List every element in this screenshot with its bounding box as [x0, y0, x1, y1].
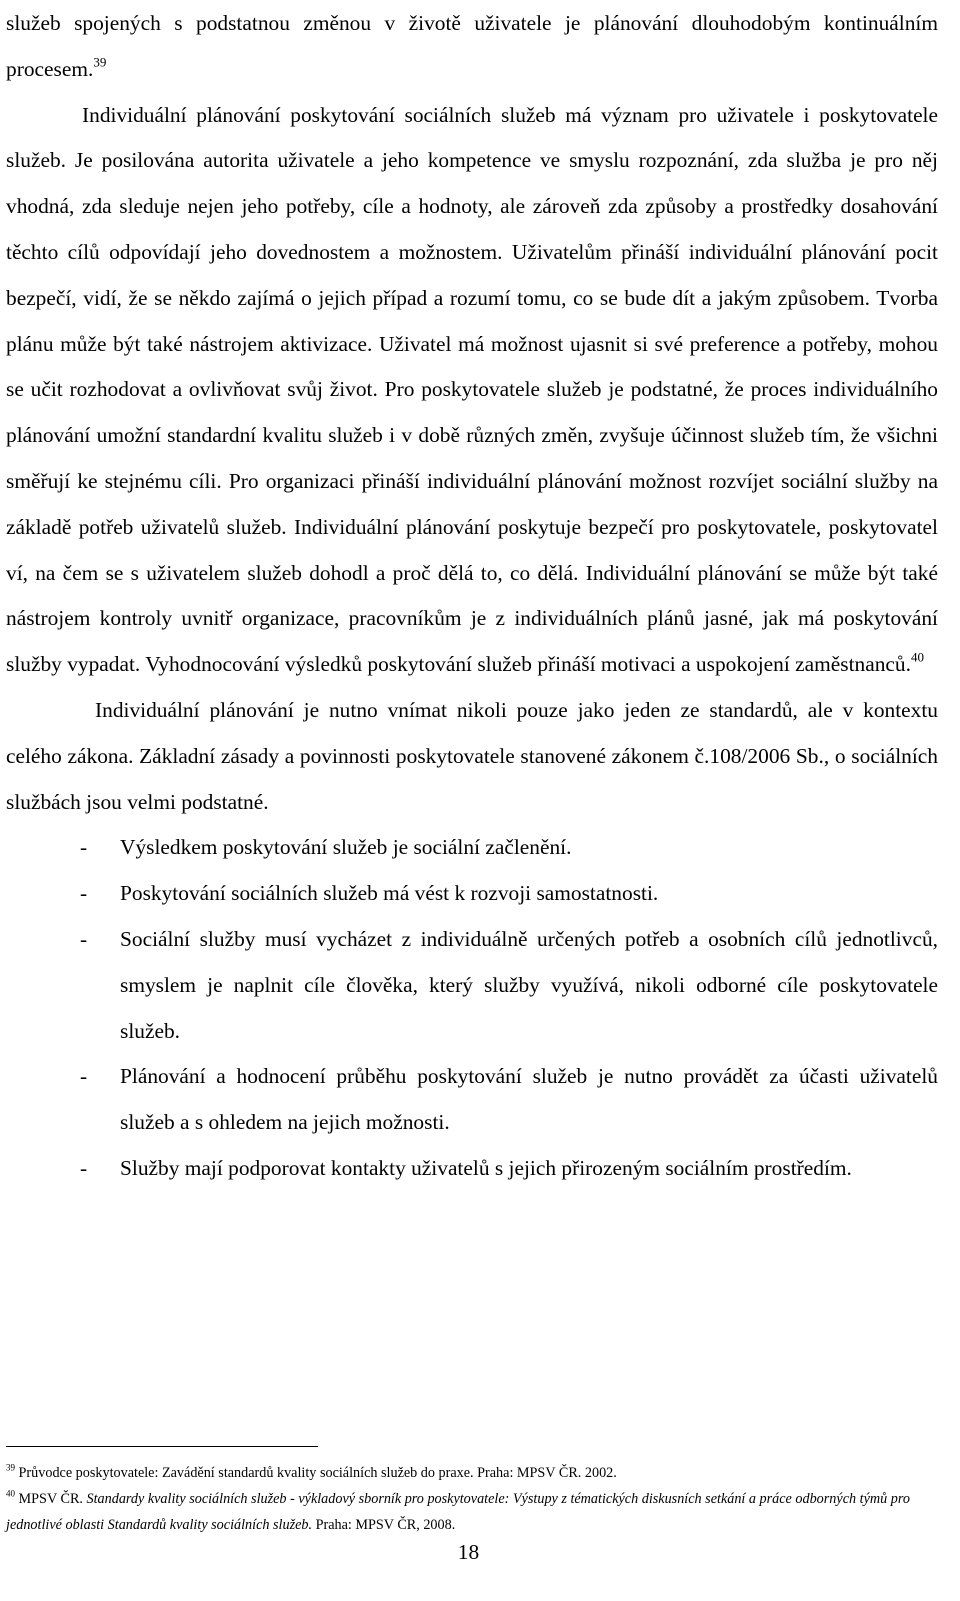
- paragraph-text: Individuální plánování poskytování sociálních služeb má význam pro uživatele i poskytovatele služeb. Je posilována autorita uživatele a jeho kompetence ve smyslu rozpoznání, zda služba je pro něj vhodná, zda sleduje nejen jeho potřeby, cíle a hodnoty, ale zároveň zda způsoby a prostředky dosahování těchto cílů odpovídají jeho dovednostem a možnostem. Uživatelům přináší individuální plánování pocit bezpečí, vidí, že se někdo zajímá o jejich případ a rozumí tomu, co se bude dít a jakým způsobem. Tvorba plánu může být také nástrojem aktivizace. Uživatel má možnost ujasnit si své preference a potřeby, mohou se učit rozhodovat a ovlivňovat svůj život. Pro poskytovatele služeb je podstatné, že proces individuálního plánování umožní standardní kvalitu služeb i v době různých změn, zvyšuje účinnost služeb tím, že všichni směřují ke stejnému cíli. Pro organizaci přináší individuální plánování možnost rozvíjet sociální služby na základě potřeb uživatelů služeb. Individuální plánování poskytuje bezpečí pro poskytovatele, poskytovatel ví, na čem se s uživatelem služeb dohodl a proč dělá to, co dělá. Individuální plánování se může být také nástrojem kontroly uvnitř organizace, pracovníkům je z individuálních plánů jasné, jak má poskytování služby vypadat. Vyhodnocování výsledků poskytování služeb přináší motivaci a uspokojení zaměstnanců.: [6, 102, 938, 677]
- list-item-text: Sociální služby musí vycházet z individuálně určených potřeb a osobních cílů jednotlivců, smyslem je naplnit cíle člověka, který služby využívá, nikoli odborné cíle poskytovatele služeb.: [120, 926, 938, 1043]
- list-item-text: Plánování a hodnocení průběhu poskytování služeb je nutno provádět za účasti uživatelů služeb a s ohledem na jejich možnosti.: [120, 1064, 938, 1135]
- footnote-prefix: MPSV ČR.: [18, 1491, 83, 1507]
- footnotes: [6, 1460, 936, 1538]
- paragraph-text: služeb spojených s podstatnou změnou v životě uživatele je plánování dlouhodobým kontinuálním procesem.: [6, 11, 938, 81]
- paragraph: [6, 1, 938, 93]
- page-number: 18: [457, 1540, 480, 1564]
- footnote-text: Průvodce poskytovatele: Zavádění standardů kvality sociálních služeb do praxe. Praha: MPSV ČR. 2002.: [18, 1465, 617, 1481]
- paragraph-text: Individuální plánování je nutno vnímat nikoli pouze jako jeden ze standardů, ale v kontextu celého zákona. Základní zásady a povinnosti poskytovatele stanovené zákonem č.108/2006 Sb., o sociálních službách jsou velmi podstatné.: [6, 697, 938, 814]
- footnote-number: 39: [6, 1462, 15, 1473]
- list-dash: -: [80, 835, 88, 860]
- footnote-ref-39: 39: [93, 54, 107, 70]
- footnote-number: 40: [6, 1488, 15, 1499]
- footnote-40: [6, 1486, 936, 1538]
- footnote-suffix: Praha: MPSV ČR, 2008.: [315, 1517, 456, 1533]
- footnote-39: [6, 1460, 936, 1486]
- list-item-text: Poskytování sociálních služeb má vést k rozvoji samostatnosti.: [120, 881, 659, 906]
- list-item: [6, 825, 938, 871]
- paragraph: [6, 93, 938, 688]
- paragraph: [6, 688, 938, 825]
- list-item-text: Služby mají podporovat kontakty uživatelů s jejich přirozeným sociálním prostředím.: [120, 1155, 852, 1180]
- list-dash: -: [80, 1064, 88, 1089]
- list-dash: -: [80, 881, 88, 906]
- footnote-ref-40: 40: [910, 649, 924, 665]
- list-item: [6, 1054, 938, 1146]
- list-item: [6, 917, 938, 1054]
- list-dash: -: [80, 926, 88, 951]
- list-dash: -: [80, 1155, 88, 1180]
- list-item: [6, 1146, 938, 1192]
- footnote-separator: [6, 1446, 318, 1447]
- footnote-title: Standardy kvality sociálních služeb - výkladový sborník pro poskytovatele: Výstupy z tématických diskusních setkání a práce odborných týmů pro jednotlivé oblasti Standardů kvality sociálních služeb.: [6, 1491, 910, 1533]
- list-item: [6, 871, 938, 917]
- principles-list: [6, 825, 938, 1191]
- body-text: [6, 1, 938, 1192]
- list-item-text: Výsledkem poskytování služeb je sociální začlenění.: [120, 835, 572, 860]
